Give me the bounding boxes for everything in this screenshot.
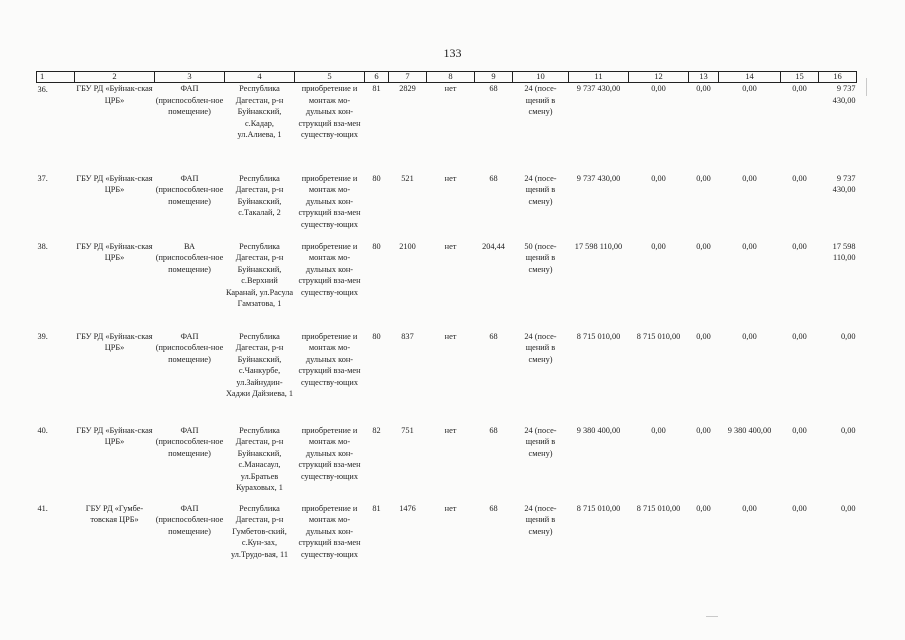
scan-artifact	[866, 78, 867, 96]
work-description: приобретение и монтаж мо-дульных кон-струкций вза-мен существу-ющих	[298, 173, 361, 229]
col-16-value: 9 737 430,00	[832, 84, 856, 105]
total-cost: 9 737 430,00	[576, 84, 621, 93]
col-8-value: нет	[444, 173, 457, 183]
total-cost: 9 737 430,00	[576, 173, 621, 183]
address: Республика Дагестан, р-н Гумбетов-ский, с.Кун-зах, ул.Трудо-вая, 11	[231, 503, 288, 559]
column-header: 13	[689, 72, 719, 83]
col-8-value: нет	[444, 425, 457, 435]
col-6-value: 81	[372, 84, 381, 93]
column-header: 1	[37, 72, 75, 83]
work-description: приобретение и монтаж мо-дульных кон-струкций вза-мен существу-ющих	[298, 331, 361, 387]
address: Республика Дагестан, р-н Буйнакский, с.Кадар, ул.Алиева, 1	[235, 84, 284, 140]
column-number-row	[37, 72, 857, 83]
capacity: 24 (посе-щений в смену)	[524, 425, 557, 458]
organization: ГБУ РД «Буйнак-ская ЦРБ»	[76, 331, 153, 353]
facility-type: ФАП (приспособлен-ное помещение)	[155, 84, 224, 117]
col-6-value: 80	[372, 241, 381, 251]
col-12-value: 0,00	[651, 241, 666, 251]
facility-type: ФАП (приспособлен-ное помещение)	[155, 425, 224, 458]
address: Республика Дагестан, р-н Буйнакский, с.Чанкурбе, ул.Зайнудин-Хаджи Дайзиева, 1	[225, 331, 294, 399]
row-number: 41.	[37, 503, 48, 513]
column-header: 12	[629, 72, 689, 83]
col-14-value: 0,00	[742, 84, 757, 93]
col-14-value: 0,00	[742, 331, 757, 341]
col-6-value: 82	[372, 425, 381, 435]
column-header: 8	[427, 72, 475, 83]
col-13-value: 0,00	[696, 173, 711, 183]
col-15-value: 0,00	[792, 503, 807, 513]
col-12-value: 8 715 010,00	[636, 503, 681, 513]
capacity: 50 (посе-щений в смену)	[524, 241, 557, 274]
total-cost: 9 380 400,00	[576, 425, 621, 435]
col-13-value: 0,00	[696, 84, 711, 93]
page-number: 133	[443, 46, 462, 60]
table-row	[37, 83, 857, 167]
address: Республика Дагестан, р-н Буйнакский, с.Верхний Каранай, ул.Расула Гамзатова, 1	[225, 241, 294, 309]
table-row	[37, 325, 857, 419]
col-13-value: 0,00	[696, 425, 711, 435]
col-7-value: 2100	[399, 241, 416, 251]
organization: ГБУ РД «Буйнак-ская ЦРБ»	[76, 84, 153, 105]
capacity: 24 (посе-щений в смену)	[524, 173, 557, 206]
row-number: 36.	[37, 85, 48, 94]
col-14-value: 0,00	[742, 241, 757, 251]
column-header: 14	[719, 72, 781, 83]
col-8-value: нет	[444, 241, 457, 251]
col-6-value: 81	[372, 503, 381, 513]
col-14-value: 9 380 400,00	[727, 425, 772, 435]
col-16-value: 0,00	[840, 503, 856, 513]
table-row	[37, 419, 857, 497]
facility-type: ВА (приспособлен-ное помещение)	[155, 241, 224, 274]
col-7-value: 2829	[399, 84, 416, 93]
column-header: 3	[155, 72, 225, 83]
col-15-value: 0,00	[792, 425, 807, 435]
col-7-value: 837	[401, 331, 414, 341]
table-row	[37, 235, 857, 325]
col-12-value: 0,00	[651, 173, 666, 183]
facility-type: ФАП (приспособлен-ное помещение)	[155, 331, 224, 364]
column-header: 6	[365, 72, 389, 83]
column-header: 7	[389, 72, 427, 83]
col-9-value: 68	[489, 84, 498, 93]
work-description: приобретение и монтаж мо-дульных кон-струкций вза-мен существу-ющих	[298, 503, 361, 559]
total-cost: 17 598 110,00	[574, 241, 623, 251]
capacity: 24 (посе-щений в смену)	[524, 84, 557, 117]
column-header: 15	[781, 72, 819, 83]
col-13-value: 0,00	[696, 503, 711, 513]
col-16-value: 17 598 110,00	[832, 241, 856, 263]
col-6-value: 80	[372, 173, 381, 183]
col-13-value: 0,00	[696, 241, 711, 251]
col-15-value: 0,00	[792, 84, 807, 93]
table-row	[37, 497, 857, 573]
col-7-value: 1476	[399, 503, 416, 513]
col-16-value: 0,00	[840, 425, 856, 435]
row-number: 37.	[37, 173, 48, 183]
col-8-value: нет	[444, 503, 457, 513]
organization: ГБУ РД «Буйнак-ская ЦРБ»	[76, 425, 153, 447]
work-description: приобретение и монтаж мо-дульных кон-струкций вза-мен существу-ющих	[298, 241, 361, 297]
col-12-value: 0,00	[651, 425, 666, 435]
col-9-value: 68	[489, 173, 498, 183]
col-16-value: 0,00	[840, 331, 856, 341]
column-header: 5	[295, 72, 365, 83]
col-15-value: 0,00	[792, 173, 807, 183]
facilities-table	[36, 71, 857, 573]
col-15-value: 0,00	[792, 241, 807, 251]
row-number: 39.	[37, 331, 48, 341]
col-9-value: 68	[489, 331, 498, 341]
total-cost: 8 715 010,00	[576, 503, 621, 513]
column-header: 16	[819, 72, 857, 83]
col-9-value: 68	[489, 503, 498, 513]
column-header: 9	[475, 72, 513, 83]
col-6-value: 80	[372, 331, 381, 341]
col-12-value: 0,00	[651, 84, 666, 93]
capacity: 24 (посе-щений в смену)	[524, 503, 557, 536]
facility-type: ФАП (приспособлен-ное помещение)	[155, 503, 224, 536]
total-cost: 8 715 010,00	[576, 331, 621, 341]
col-14-value: 0,00	[742, 503, 757, 513]
column-header: 2	[75, 72, 155, 83]
col-13-value: 0,00	[696, 331, 711, 341]
facility-type: ФАП (приспособлен-ное помещение)	[155, 173, 224, 206]
capacity: 24 (посе-щений в смену)	[524, 331, 557, 364]
col-15-value: 0,00	[792, 331, 807, 341]
col-9-value: 68	[489, 425, 498, 435]
column-header: 11	[569, 72, 629, 83]
scan-artifact	[706, 616, 718, 617]
organization: ГБУ РД «Буйнак-ская ЦРБ»	[76, 241, 153, 263]
work-description: приобретение и монтаж мо-дульных кон-струкций вза-мен существу-ющих	[298, 84, 361, 140]
col-8-value: нет	[444, 331, 457, 341]
row-number: 40.	[37, 425, 48, 435]
column-header: 10	[513, 72, 569, 83]
col-8-value: нет	[444, 84, 457, 93]
organization: ГБУ РД «Гумбе-товская ЦРБ»	[85, 503, 144, 525]
row-number: 38.	[37, 241, 48, 251]
table-row	[37, 167, 857, 235]
col-12-value: 8 715 010,00	[636, 331, 681, 341]
column-header: 4	[225, 72, 295, 83]
col-7-value: 521	[401, 173, 414, 183]
col-16-value: 9 737 430,00	[832, 173, 856, 195]
address: Республика Дагестан, р-н Буйнакский, с.Манасаул, ул.Братьев Кураховых, 1	[235, 425, 284, 493]
col-7-value: 751	[401, 425, 414, 435]
col-14-value: 0,00	[742, 173, 757, 183]
col-9-value: 204,44	[482, 241, 505, 251]
address: Республика Дагестан, р-н Буйнакский, с.Такалай, 2	[235, 173, 284, 218]
work-description: приобретение и монтаж мо-дульных кон-струкций вза-мен существу-ющих	[298, 425, 361, 481]
organization: ГБУ РД «Буйнак-ская ЦРБ»	[76, 173, 153, 195]
